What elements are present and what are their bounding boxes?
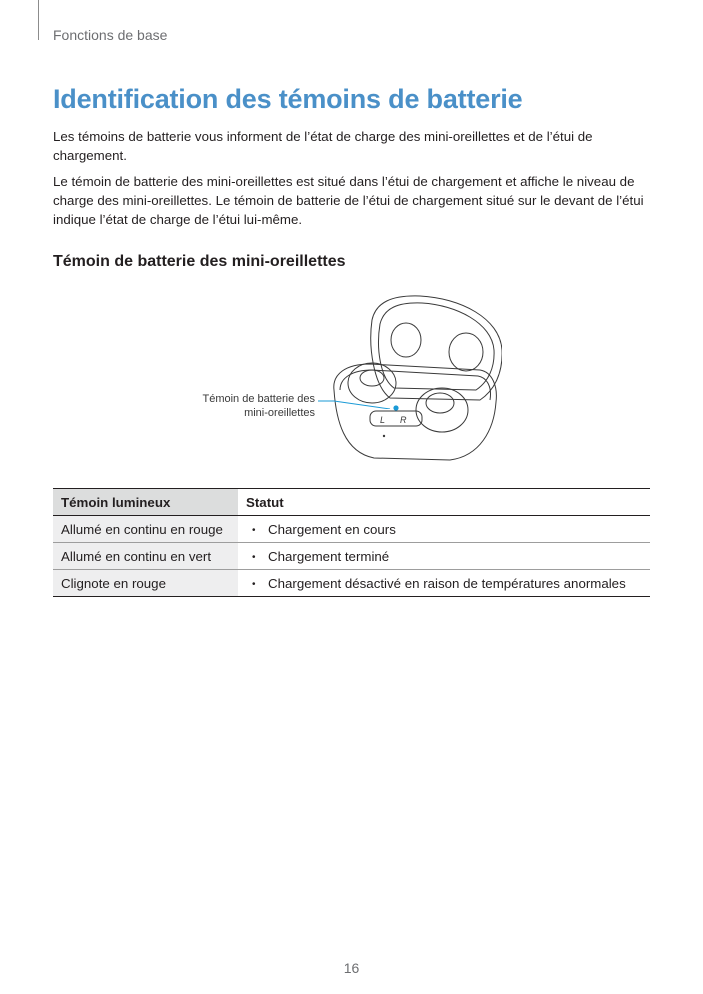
callout-line-1: Témoin de batterie des bbox=[202, 393, 315, 405]
right-label: R bbox=[400, 415, 407, 425]
left-label: L bbox=[380, 415, 386, 425]
case-lid-inner bbox=[379, 303, 495, 390]
lid-recess-right bbox=[449, 333, 483, 371]
table-row bbox=[53, 570, 650, 597]
table-row bbox=[53, 543, 650, 570]
section-header: Fonctions de base bbox=[53, 27, 168, 43]
charging-case-illustration bbox=[330, 290, 502, 470]
status-cell bbox=[238, 570, 650, 597]
table-header-row bbox=[53, 489, 650, 516]
case-rim bbox=[340, 370, 491, 400]
status-cell bbox=[238, 543, 650, 570]
status-text: Chargement terminé bbox=[268, 548, 390, 564]
status-cell bbox=[238, 516, 650, 543]
lid-recess-left bbox=[391, 323, 421, 357]
indicator-cell: Allumé en continu en vert bbox=[53, 543, 238, 570]
indicator-status-table bbox=[53, 488, 650, 597]
indicator-cell: Clignote en rouge bbox=[53, 570, 238, 597]
header-status: Statut bbox=[246, 494, 284, 510]
right-earbud bbox=[416, 388, 468, 432]
status-text: Chargement désactivé en raison de températures anormales bbox=[268, 575, 626, 591]
callout-line-2: mini-oreillettes bbox=[244, 407, 315, 419]
callout-leader-line bbox=[318, 397, 396, 409]
page-number: 16 bbox=[343, 960, 360, 976]
status-text: Chargement en cours bbox=[268, 521, 396, 537]
battery-indicator-callout bbox=[202, 392, 315, 420]
page-title: Identification des témoins de batterie bbox=[53, 84, 523, 114]
case-body bbox=[334, 364, 497, 460]
left-earbud-tip bbox=[360, 370, 384, 386]
indicator-cell: Allumé en continu en rouge bbox=[53, 516, 238, 543]
bullet-icon: • bbox=[252, 524, 256, 536]
section-subtitle: Témoin de batterie des mini-oreillettes bbox=[53, 253, 346, 270]
lr-panel bbox=[370, 411, 422, 426]
header-indicator: Témoin lumineux bbox=[53, 489, 238, 516]
page-margin-rule bbox=[38, 0, 39, 40]
bullet-icon: • bbox=[252, 578, 256, 590]
right-earbud-tip bbox=[426, 393, 454, 413]
intro-paragraph-1: Les témoins de batterie vous informent de l’état de charge des mini-oreillettes et de l’étui de chargement. bbox=[53, 129, 593, 163]
bullet-icon: • bbox=[252, 551, 256, 563]
case-battery-led bbox=[383, 435, 385, 437]
table-row bbox=[53, 516, 650, 543]
intro-paragraph-2: Le témoin de batterie des mini-oreillettes est situé dans l’étui de chargement et affiche le niveau de charge des mini-oreillettes. Le témoin de batterie de l’étui de chargement situé sur le devant de l’étui indique l’état de charge de l’étui lui-même. bbox=[53, 174, 644, 227]
